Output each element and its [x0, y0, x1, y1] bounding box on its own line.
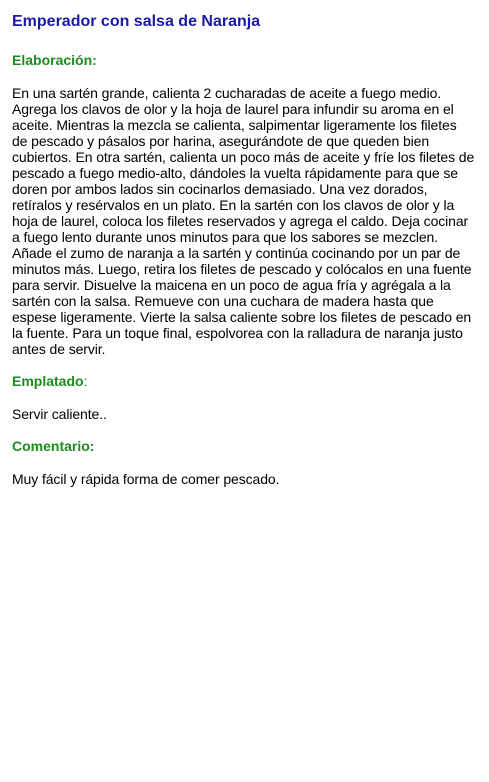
emplatado-heading [12, 373, 475, 390]
comentario-heading: Comentario: [12, 438, 95, 454]
elaboracion-text: En una sartén grande, calienta 2 cucharadas de aceite a fuego medio. Agrega los clavos de olor y la hoja de laurel para infundir su aroma en el aceite. Mientras la mezcla se calienta, salpimentar ligeramente los filetes de pescado y pásalos por harina, asegurándote de que queden bien cubiertos. En otra sartén, calienta un poco más de aceite y fríe los filetes de pescado a fuego medio-alto, dándoles la vuelta rápidamente para que se doren por ambos lados sin cocinarlos demasiado. Una vez dorados, retíralos y resérvalos en un plato. En la sartén con los clavos de olor y la hoja de laurel, coloca los filetes reservados y agrega el caldo. Deja cocinar a fuego lento durante unos minutos para que los sabores se mezclen. Añade el zumo de naranja a la sartén y continúa cocinando por un par de minutos más. Luego, retira los filetes de pescado y colócalos en una fuente para servir. Disuelve la maicena en un poco de agua fría y agrégala a la sartén con la salsa. Remueve con una cuchara de madera hasta que espese ligeramente. Vierte la salsa caliente sobre los filetes de pescado en la fuente. Para un toque final, espolvorea con la ralladura de naranja justo antes de servir. [12, 85, 475, 357]
elaboracion-heading: Elaboración: [12, 52, 97, 68]
emplatado-heading-colon: : [83, 373, 88, 389]
emplatado-heading-label: Emplatado [12, 373, 84, 389]
recipe-title: Emperador con salsa de Naranja [12, 13, 261, 30]
comentario-text: Muy fácil y rápida forma de comer pescado. [12, 471, 280, 487]
emplatado-text: Servir caliente.. [12, 406, 107, 422]
